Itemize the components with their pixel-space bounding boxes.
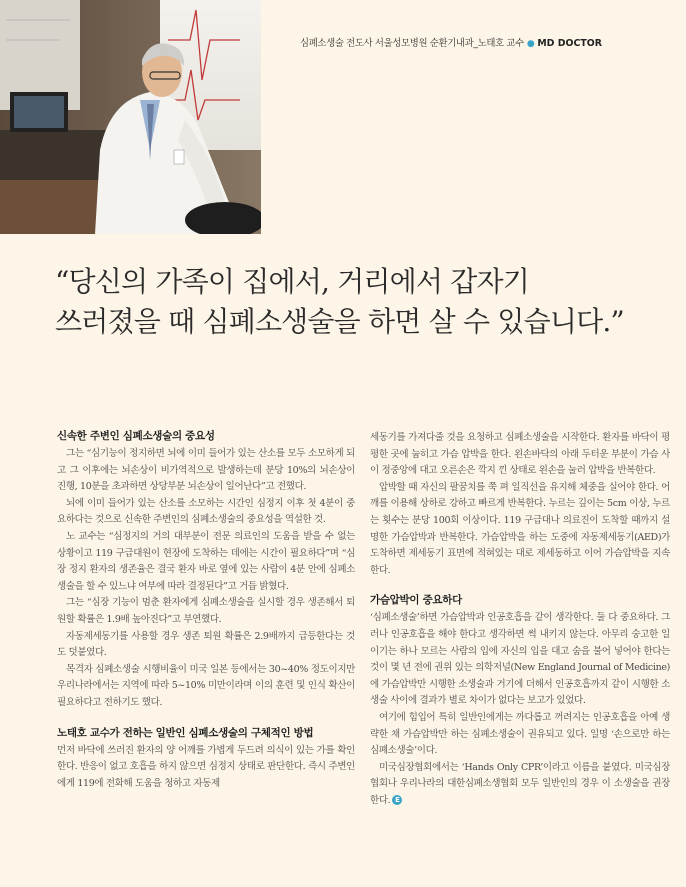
byline: 심폐소생술 전도사 서울성모병원 순환기내과_노태호 교수	[300, 38, 524, 49]
paragraph: 뇌에 이미 들어가 있는 산소를 소모하는 시간인 심정지 이후 첫 4분이 중요하다는 것으로 신속한 주변인의 심폐소생술의 중요성을 역설한 것.	[57, 497, 355, 526]
quote-line-1: “당신의 가족이 집에서, 거리에서 갑자기	[55, 265, 529, 298]
paragraph	[370, 760, 670, 810]
paragraph: 자동제세동기를 사용할 경우 생존 퇴원 확률은 2.9배까지 급등한다는 것도 덧붙였다.	[57, 630, 355, 659]
quote-line-2: 쓰러졌을 때 심폐소생술을 하면 살 수 있습니다.”	[55, 305, 624, 338]
paragraph: 그는 “심장 기능이 멈춘 환자에게 심폐소생술을 실시할 경우 생존해서 퇴원할 확률은 1.9배 높아진다”고 부연했다.	[57, 597, 355, 625]
pull-quote	[55, 262, 675, 342]
paragraph: ‘심폐소생술’하면 가슴압박과 인공호흡을 같이 생각한다. 둘 다 중요하다. 그러나 인공호흡을 해야 한다고 생각하면 썩 내키지 않는다. 아무리 숭고한 일이기는 하나 모르는 사람의 입에 자신의 입을 대고 숨을 불어 넣어야 한다는 것이 몇 년 전에 권위 있는 의학저널(New England Journal of Medicine)에 가슴압박만 시행한 소생술과 거기에 더해서 인공호흡까지 같이 시행한 소생술 사이에 결과가 별로 차이가 없다는 보고가 있었다.	[370, 612, 670, 707]
paragraph: 노 교수는 “심정지의 거의 대부분이 전문 의료인의 도움을 받을 수 없는 상황이고 119 구급대원이 현장에 도착하는 데에는 시간이 필요하다”며 “심장 정지 환자의 생존율은 결국 환자 바로 옆에 있는 사람이 4분 안에 심폐소생술을 할 수 있느냐 여부에 따라 결정된다”고 거듭 밝혔다.	[57, 530, 355, 592]
doctor-photo	[0, 0, 261, 234]
paragraph: 그는 “심기능이 정지하면 뇌에 이미 들어가 있는 산소를 모두 소모하게 되고 그 이후에는 뇌손상이 비가역적으로 발생하는데 분당 10%의 뇌손상이 진행, 10분을 초과하면 상당부분 뇌손상이 일어난다”고 전했다.	[57, 448, 355, 493]
bullet-dot-icon: ●	[526, 39, 535, 49]
article-header	[300, 35, 678, 49]
end-mark-icon: E	[392, 795, 402, 805]
section-heading: 신속한 주변인 심폐소생술의 중요성	[57, 430, 215, 442]
left-column	[57, 428, 355, 792]
right-column	[370, 430, 670, 809]
section-heading: 가슴압박이 중요하다	[370, 594, 462, 607]
section-label: MD DOCTOR	[537, 38, 602, 49]
paragraph-text: 미국심장협회에서는 ‘Hands Only CPR’이라고 이름을 붙였다. 미국심장협회나 우리나라의 대한심폐소생협회 모두 일반인의 경우 이 소생술을 권장한다.	[370, 761, 670, 806]
paragraph: 목격자 심폐소생술 시행비율이 미국 일본 등에서는 30~40% 정도이지만 우리나라에서는 지역에 따라 5~10% 미만이라며 이의 훈련 및 인식 확산이 필요하다고 전하기도 했다.	[57, 663, 355, 708]
paragraph: 여기에 힘입어 특히 일반인에게는 까다롭고 꺼려지는 인공호흡을 아예 생략한 채 가슴압박만 하는 심폐소생술이 권유되고 있다. 일명 ‘손으로만 하는 심폐소생술’이다.	[370, 711, 670, 757]
paragraph: 압박할 때 자신의 팔꿈치를 쭉 펴 일직선을 유지해 체중을 실어야 한다. 어깨를 이용해 상하로 강하고 빠르게 반복한다. 누르는 깊이는 5cm 이상, 누르는 횟수는 분당 100회 이상이다. 119 구급대나 의료진이 도착할 때까지 설명한 가슴압박과 반복한다. 가슴압박을 하는 도중에 자동제세동기(AED)가 도착하면 제세동기 표면에 적혀있는 대로 제세동하고 이어 가슴압박을 지속한다.	[370, 481, 670, 576]
paragraph: 세동기를 가져다줄 것을 요청하고 심폐소생술을 시작한다. 환자를 바닥이 평평한 곳에 눕히고 가슴 압박을 한다. 왼손바닥의 아래 두터운 부분이 가슴 사이 정중앙에 대고 오른손은 깍지 낀 상태로 왼손을 눌러 압박을 반복한다.	[370, 432, 670, 477]
section-heading: 노태호 교수가 전하는 일반인 심폐소생술의 구체적인 방법	[57, 726, 314, 739]
paragraph: 먼저 바닥에 쓰러진 환자의 양 어깨를 가볍게 두드려 의식이 있는 가를 확인한다. 반응이 없고 호흡을 하지 않으면 심정지 상태로 판단한다. 즉시 주변인에게 119에 전화해 도움을 청하고 자동제	[57, 744, 355, 789]
